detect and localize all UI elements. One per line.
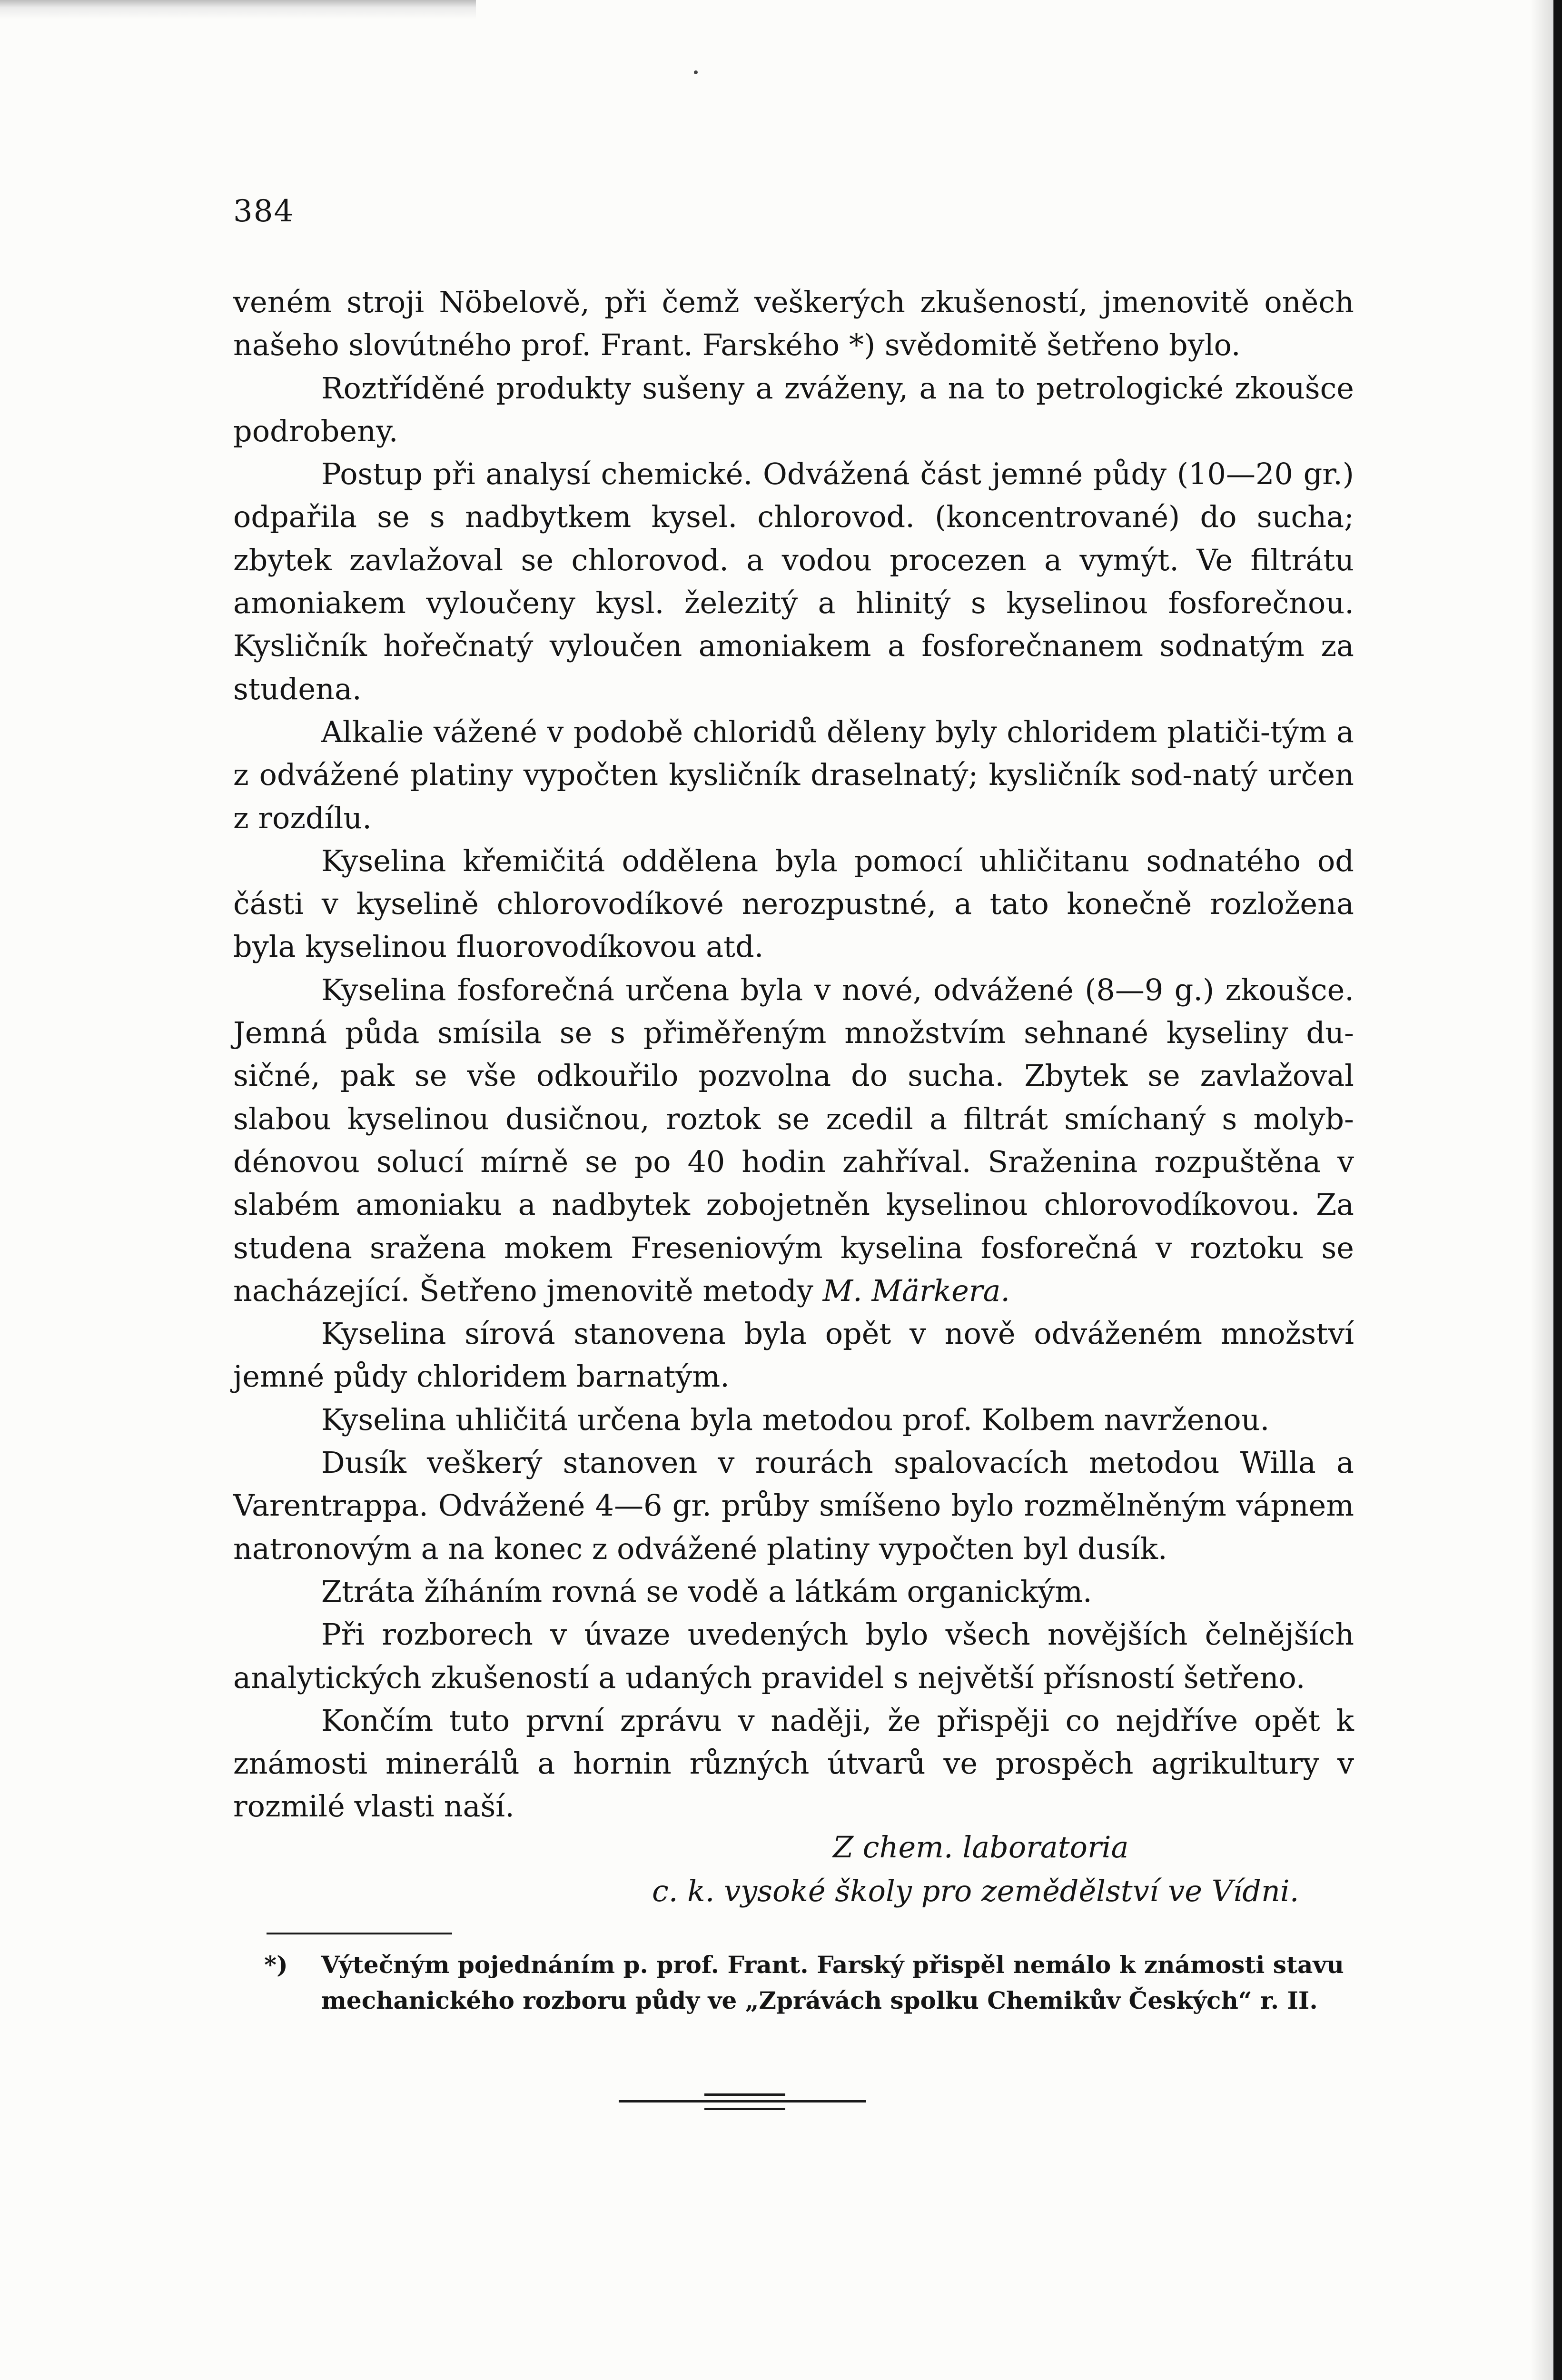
page-number: 384 (233, 194, 295, 229)
scan-edge-shadow (1531, 0, 1553, 2380)
footnote-divider (267, 1933, 452, 1934)
paragraph (233, 969, 1354, 1312)
paragraph: Kyselina uhličitá určena byla metodou prof. Kolbem navrženou. (321, 1402, 1270, 1437)
signature-line: c. k. vysoké školy pro zemědělství ve Vídni. (652, 1874, 1299, 1908)
end-ornament-rule (619, 2100, 866, 2102)
scan-edge-top (0, 0, 476, 19)
footnote (264, 1947, 1354, 2018)
paragraph-text: Kyselina fosforečná určena byla v nové, odvážené (8—9 g.) zkoušce. Jemná půda smísila se s přiměřeným množstvím sehnané kyseliny du-sičné, pak se vše odkouřilo pozvolna do sucha. Zbytek se zavlažoval slabou kyselinou dusičnou, roztok se zcedil a filtrát smíchaný s molyb-dénovou solucí mírně se po 40 hodin zahříval. Sraženina rozpuštěna v slabém amoniaku a nadbytek zobojetněn kyselinou chlorovodíkovou. Za studena sražena mokem Freseniovým kyselina fosforečná v roztoku se nacházející. Šetřeno jmenovitě metody (233, 972, 1354, 1308)
paragraph: Alkalie vážené v podobě chloridů děleny byly chloridem platiči-tým a z odvážené platiny vypočten kysličník draselnatý; kysličník sod-natý určen z rozdílu. (233, 714, 1354, 835)
paragraph: Postup při analysí chemické. Odvážená část jemné půdy (10—20 gr.) odpařila se s nadbytkem kysel. chlorovod. (koncentrované) do sucha; zbytek zavlažoval se chlorovod. a vodou procezen a vymýt. Ve filtrátu amoniakem vyloučeny kysl. železitý a hlinitý s kyselinou fosforečnou. Kysličník hořečnatý vyloučen amoniakem a fosforečnanem sodnatým za studena. (233, 456, 1354, 706)
end-ornament-rule (704, 2108, 785, 2110)
signature-line: Z chem. laboratoria (833, 1830, 1129, 1864)
paragraph: Při rozborech v úvaze uvedených bylo všech novějších čelnějších analytických zkušeností a udaných pravidel s největší přísností šetřeno. (233, 1617, 1354, 1695)
footnote-line: mechanického rozboru půdy ve „Zprávách spolku Chemikův Českých“ r. II. (321, 1986, 1318, 2014)
footnote-line: Výtečným pojednáním p. prof. Frant. Farský přispěl nemálo k známosti stavu (321, 1951, 1344, 1979)
paragraph: Ztráta žíháním rovná se vodě a látkám organickým. (321, 1574, 1092, 1609)
body-text (233, 281, 1354, 1828)
scan-edge-right (1553, 0, 1562, 2380)
paragraph: Končím tuto první zprávu v naději, že přispěji co nejdříve opět k známosti minerálů a hornin různých útvarů ve prospěch agrikultury v rozmilé vlasti naší. (233, 1703, 1354, 1824)
end-ornament-rule (704, 2093, 785, 2096)
footnote-mark: *) (264, 1951, 288, 1979)
paragraph: veném stroji Nöbelově, při čemž veškerých zkušeností, jmenovitě oněch našeho slovútného prof. Frant. Farského *) svědomitě šetřeno bylo. (233, 285, 1354, 363)
scan-speck (694, 70, 698, 74)
signature-block (638, 1825, 1352, 1913)
author-name-emphasis: M. Märkera. (822, 1273, 1010, 1308)
paragraph: Dusík veškerý stanoven v rourách spalovacích metodou Willa a Varentrappa. Odvážené 4—6 gr. průby smíšeno bylo rozmělněným vápnem natronovým a na konec z odvážené platiny vypočten byl dusík. (233, 1445, 1354, 1566)
paragraph: Kyselina sírová stanovena byla opět v nově odváženém množství jemné půdy chloridem barnatým. (233, 1316, 1354, 1394)
paragraph: Kyselina křemičitá oddělena byla pomocí uhličitanu sodnatého od části v kyselině chlorovodíkové nerozpustné, a tato konečně rozložena byla kyselinou fluorovodíkovou atd. (233, 843, 1354, 964)
paragraph: Roztříděné produkty sušeny a zváženy, a na to petrologické zkoušce podrobeny. (233, 370, 1354, 448)
